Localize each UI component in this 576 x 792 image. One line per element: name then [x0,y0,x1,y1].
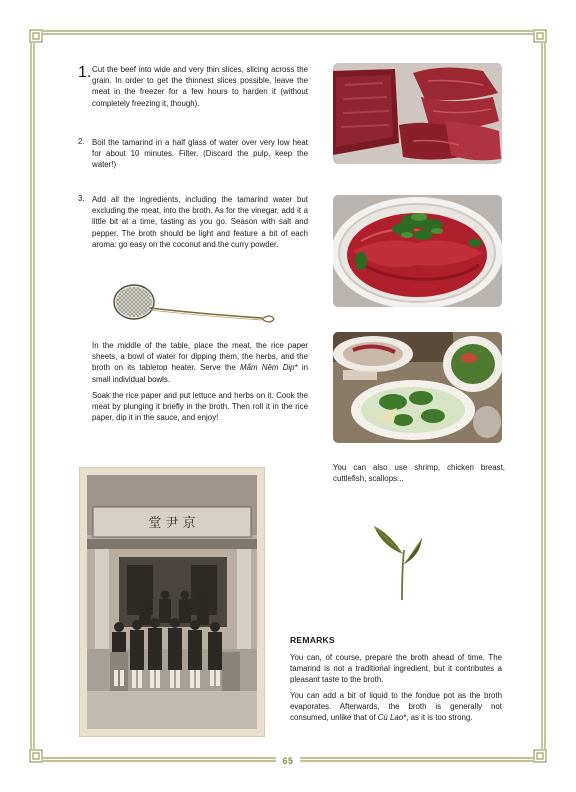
raw-beef-photo [333,63,502,164]
remarks-heading: REMARKS [290,635,335,645]
step-text: Cut the beef into wide and very thin slices, slicing across the grain. In order to get the thinnest slices possible, leave the meat in the freezer for a few hours to harden it (without completely freezing it, though). [92,65,308,108]
step-1 [78,64,308,109]
vintage-storefront-photo [79,467,265,737]
step-text: Add all the ingredients, including the tamarind water but excluding the meat, into the broth. As for the vinegar, add it a little bit at a time, tasting as you go. Season with salt and pepper. The broth should be light and feature a bit of each aroma: go easy on the coconut and the curry powder. [92,195,308,249]
beef-platter-photo [333,195,502,307]
step-number: 1. [78,64,92,81]
strainer-illustration [112,282,282,332]
remarks-paragraph-1: You can, of course, prepare the broth ahead of time. The tamarind is not a traditional ingredient, but it contributes a pleasant taste to the broth. [290,653,502,685]
storefront-sign: 堂 尹 京 [148,516,196,531]
serving-paragraph-2: Soak the rice paper and put lettuce and herbs on it. Cook the meat by plunging it briefly in the broth. Then roll it in the rice paper, dip it in the sauce, and enjoy! [92,391,308,423]
serving-paragraph-1: In the middle of the table, place the meat, the rice paper sheets, a bowl of water for dipping them, the herbs, and the broth on its tabletop heater. Serve the Mắm Nêm Dip* in small individual bowls. [92,341,308,384]
step-number: 3. [78,194,85,203]
leaf-illustration [372,520,424,602]
step-number: 2. [78,137,85,146]
table-spread-photo [333,332,502,443]
photo-caption: You can also use shrimp, chicken breast, cuttlefish, scallops... [333,463,505,484]
page-number: 65 [0,756,576,766]
step-3 [78,194,308,250]
remarks-paragraph-2: You can add a bit of liquid to the fondue pot as the broth evaporates. Afterwards, the broth is generally not consumed, unlike that of Cù Lao*, as it is too strong. [290,691,502,723]
step-2 [78,137,308,171]
step-text: Boil the tamarind in a half glass of water over very low heat for about 10 minutes. Filter. (Discard the pulp, keep the water!) [92,138,308,170]
